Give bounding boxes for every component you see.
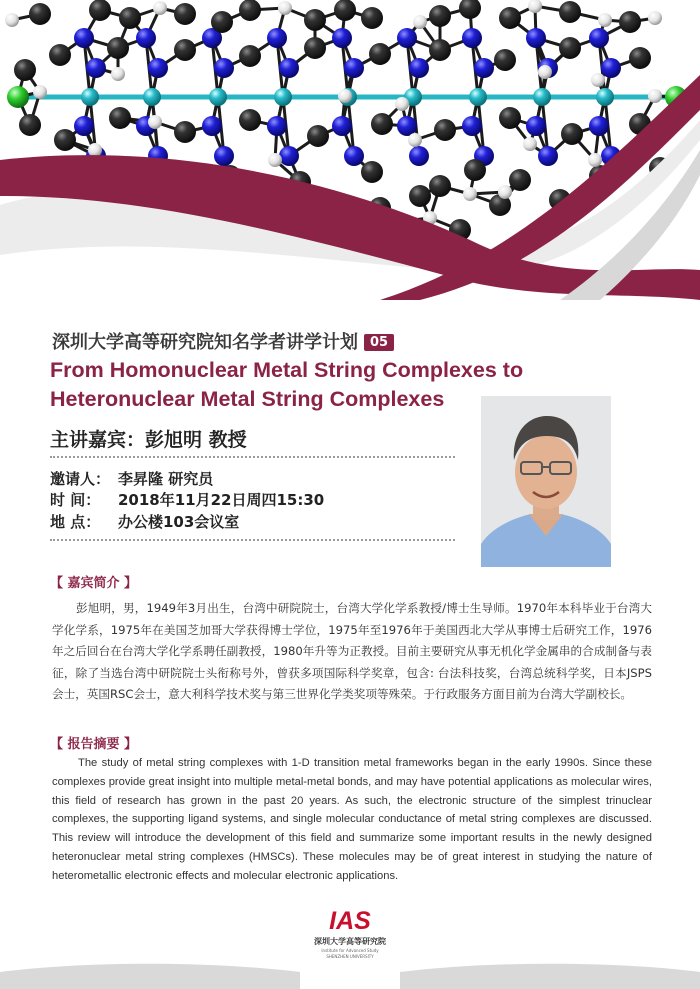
- nitrogen-atom: [74, 28, 94, 48]
- nitrogen-atom: [474, 58, 494, 78]
- nitrogen-atom: [538, 146, 558, 166]
- carbon-atom: [19, 114, 41, 136]
- nitrogen-atom: [344, 146, 364, 166]
- metal-atom: [209, 88, 227, 106]
- metal-atom: [469, 88, 487, 106]
- carbon-atom: [14, 59, 36, 81]
- lecture-series-title: [52, 328, 394, 354]
- hydrogen-atom: [648, 89, 662, 103]
- hydrogen-atom: [338, 89, 352, 103]
- carbon-atom: [119, 7, 141, 29]
- carbon-atom: [211, 11, 233, 33]
- nitrogen-atom: [267, 116, 287, 136]
- bio-text: 彭旭明，男，1949年3月出生，台湾中研院院士，台湾大学化学系教授/博士生导师。1970年本科毕业于台湾大学化学系，1975年在美国芝加哥大学获得博士学位，1975年至1976年于美国西北大学从事博士后研究工作，1976年之后回台在台湾大学化学系聘任副教授，1980年升等为正教授。目前主要研究从事无机化学金属串的合成制备与表征，除了当选台湾中研院院士头衔称号外，曾获多项国际科学奖章，包含: 台法科技奖，台湾总统科学奖，日本JSPS会士，英国RSC会士，意大利科学技术奖与第三世界化学类奖项等殊荣。于行政服务方面目前为台湾大学副校长。: [52, 601, 652, 702]
- carbon-atom: [559, 37, 581, 59]
- hydrogen-atom: [278, 1, 292, 15]
- hydrogen-atom: [591, 73, 605, 87]
- chlorine-atom: [7, 86, 29, 108]
- time-label: 时 间：: [50, 491, 101, 509]
- nitrogen-atom: [267, 28, 287, 48]
- abstract-heading: 【 报告摘要 】: [50, 737, 138, 752]
- carbon-atom: [434, 119, 456, 141]
- carbon-atom: [239, 109, 261, 131]
- nitrogen-atom: [397, 116, 417, 136]
- divider: [50, 456, 455, 458]
- speaker-line: 主讲嘉宾：彭旭明 教授: [50, 429, 247, 451]
- carbon-atom: [619, 11, 641, 33]
- hydrogen-atom: [111, 67, 125, 81]
- logo-name-en-1: Institute for Advanced Study: [321, 948, 379, 953]
- hydrogen-atom: [528, 0, 542, 13]
- metal-atom: [533, 88, 551, 106]
- nitrogen-atom: [74, 116, 94, 136]
- carbon-atom: [174, 3, 196, 25]
- carbon-atom: [559, 1, 581, 23]
- bio-heading: 【 嘉宾简介 】: [50, 576, 138, 591]
- hydrogen-atom: [148, 115, 162, 129]
- ias-logo-text: IAS: [329, 907, 371, 935]
- abstract-text: The study of metal string complexes with 1-D transition metal frameworks began in the early 1990s. Since these complexes provide great insight into multiple metal-metal bonds, and may have potential applications as molecular wires, this field of research has grown in the past 20 years. As such, the electronic structure of the simplest trinuclear complexes, the supporting ligand systems, and single molecular conductance of metal string complexes are discussed. This review will introduce the development of this field and summarize some important results in the newly designed heteronuclear metal string complexes (HMSCs). These molecules may be of great interest in studying the nature of heterometallic electronic effects and molecular electronic applications.: [52, 757, 652, 882]
- hydrogen-atom: [588, 153, 602, 167]
- place-label: 地 点：: [50, 513, 101, 531]
- nitrogen-atom: [136, 28, 156, 48]
- nitrogen-atom: [344, 58, 364, 78]
- carbon-atom: [459, 0, 481, 19]
- ias-logo-mark: [300, 905, 400, 935]
- nitrogen-atom: [397, 28, 417, 48]
- carbon-atom: [334, 0, 356, 21]
- metal-atom: [143, 88, 161, 106]
- carbon-atom: [54, 129, 76, 151]
- hydrogen-atom: [538, 65, 552, 79]
- carbon-atom: [174, 39, 196, 61]
- nitrogen-atom: [148, 58, 168, 78]
- talk-title-line-2: Heteronuclear Metal String Complexes: [50, 387, 445, 411]
- speaker-photo: [481, 396, 611, 567]
- nitrogen-atom: [601, 58, 621, 78]
- carbon-atom: [239, 0, 261, 21]
- nitrogen-atom: [409, 58, 429, 78]
- carbon-atom: [371, 113, 393, 135]
- carbon-atom: [361, 161, 383, 183]
- carbon-atom: [561, 123, 583, 145]
- nitrogen-atom: [409, 146, 429, 166]
- hydrogen-atom: [523, 137, 537, 151]
- carbon-atom: [29, 3, 51, 25]
- carbon-atom: [89, 0, 111, 21]
- carbon-atom: [49, 44, 71, 66]
- hydrogen-atom: [498, 185, 512, 199]
- carbon-atom: [107, 37, 129, 59]
- carbon-atom: [409, 185, 431, 207]
- carbon-atom: [307, 125, 329, 147]
- molecule-banner: [0, 0, 700, 300]
- time-row: [50, 489, 324, 510]
- bottom-decoration: [0, 960, 700, 989]
- metal-atom: [274, 88, 292, 106]
- nitrogen-atom: [462, 28, 482, 48]
- carbon-atom: [239, 45, 261, 67]
- inviter-row: [50, 468, 213, 489]
- hydrogen-atom: [648, 11, 662, 25]
- series-number-badge: 05: [364, 334, 394, 351]
- carbon-atom: [109, 107, 131, 129]
- nitrogen-atom: [526, 116, 546, 136]
- ias-logo: [300, 905, 400, 965]
- metal-atom: [81, 88, 99, 106]
- hydrogen-atom: [5, 13, 19, 27]
- carbon-atom: [499, 107, 521, 129]
- carbon-atom: [429, 175, 451, 197]
- time-value: 2018年11月22日周四15:30: [118, 491, 325, 509]
- hydrogen-atom: [408, 133, 422, 147]
- inviter-value: 李昇隆 研究员: [118, 470, 214, 488]
- hydrogen-atom: [463, 187, 477, 201]
- carbon-atom: [304, 9, 326, 31]
- carbon-atom: [369, 43, 391, 65]
- series-name: 深圳大学高等研究院知名学者讲学计划: [52, 332, 358, 353]
- nitrogen-atom: [589, 116, 609, 136]
- nitrogen-atom: [332, 116, 352, 136]
- logo-name-en-2: SHENZHEN UNIVERSITY: [326, 954, 374, 959]
- nitrogen-atom: [214, 58, 234, 78]
- carbon-atom: [509, 169, 531, 191]
- hydrogen-atom: [33, 85, 47, 99]
- nitrogen-atom: [279, 146, 299, 166]
- hydrogen-atom: [413, 15, 427, 29]
- hydrogen-atom: [88, 143, 102, 157]
- carbon-atom: [429, 39, 451, 61]
- nitrogen-atom: [214, 146, 234, 166]
- nitrogen-atom: [462, 116, 482, 136]
- carbon-atom: [429, 5, 451, 27]
- talk-title-line-1: From Homonuclear Metal String Complexes to: [50, 358, 524, 382]
- nitrogen-atom: [279, 58, 299, 78]
- nitrogen-atom: [589, 28, 609, 48]
- nitrogen-atom: [202, 116, 222, 136]
- inviter-label: 邀请人：: [50, 470, 111, 488]
- hydrogen-atom: [153, 1, 167, 15]
- place-value: 办公楼103会议室: [118, 513, 240, 531]
- carbon-atom: [629, 47, 651, 69]
- carbon-atom: [494, 49, 516, 71]
- hydrogen-atom: [395, 97, 409, 111]
- nitrogen-atom: [86, 58, 106, 78]
- nitrogen-atom: [332, 28, 352, 48]
- divider: [50, 539, 455, 541]
- carbon-atom: [174, 121, 196, 143]
- hydrogen-atom: [598, 13, 612, 27]
- carbon-atom: [361, 7, 383, 29]
- nitrogen-atom: [526, 28, 546, 48]
- place-row: [50, 511, 239, 532]
- logo-name-zh: 深圳大学高等研究院: [314, 937, 386, 946]
- hydrogen-atom: [268, 153, 282, 167]
- carbon-atom: [464, 159, 486, 181]
- metal-atom: [596, 88, 614, 106]
- carbon-atom: [499, 7, 521, 29]
- carbon-atom: [304, 37, 326, 59]
